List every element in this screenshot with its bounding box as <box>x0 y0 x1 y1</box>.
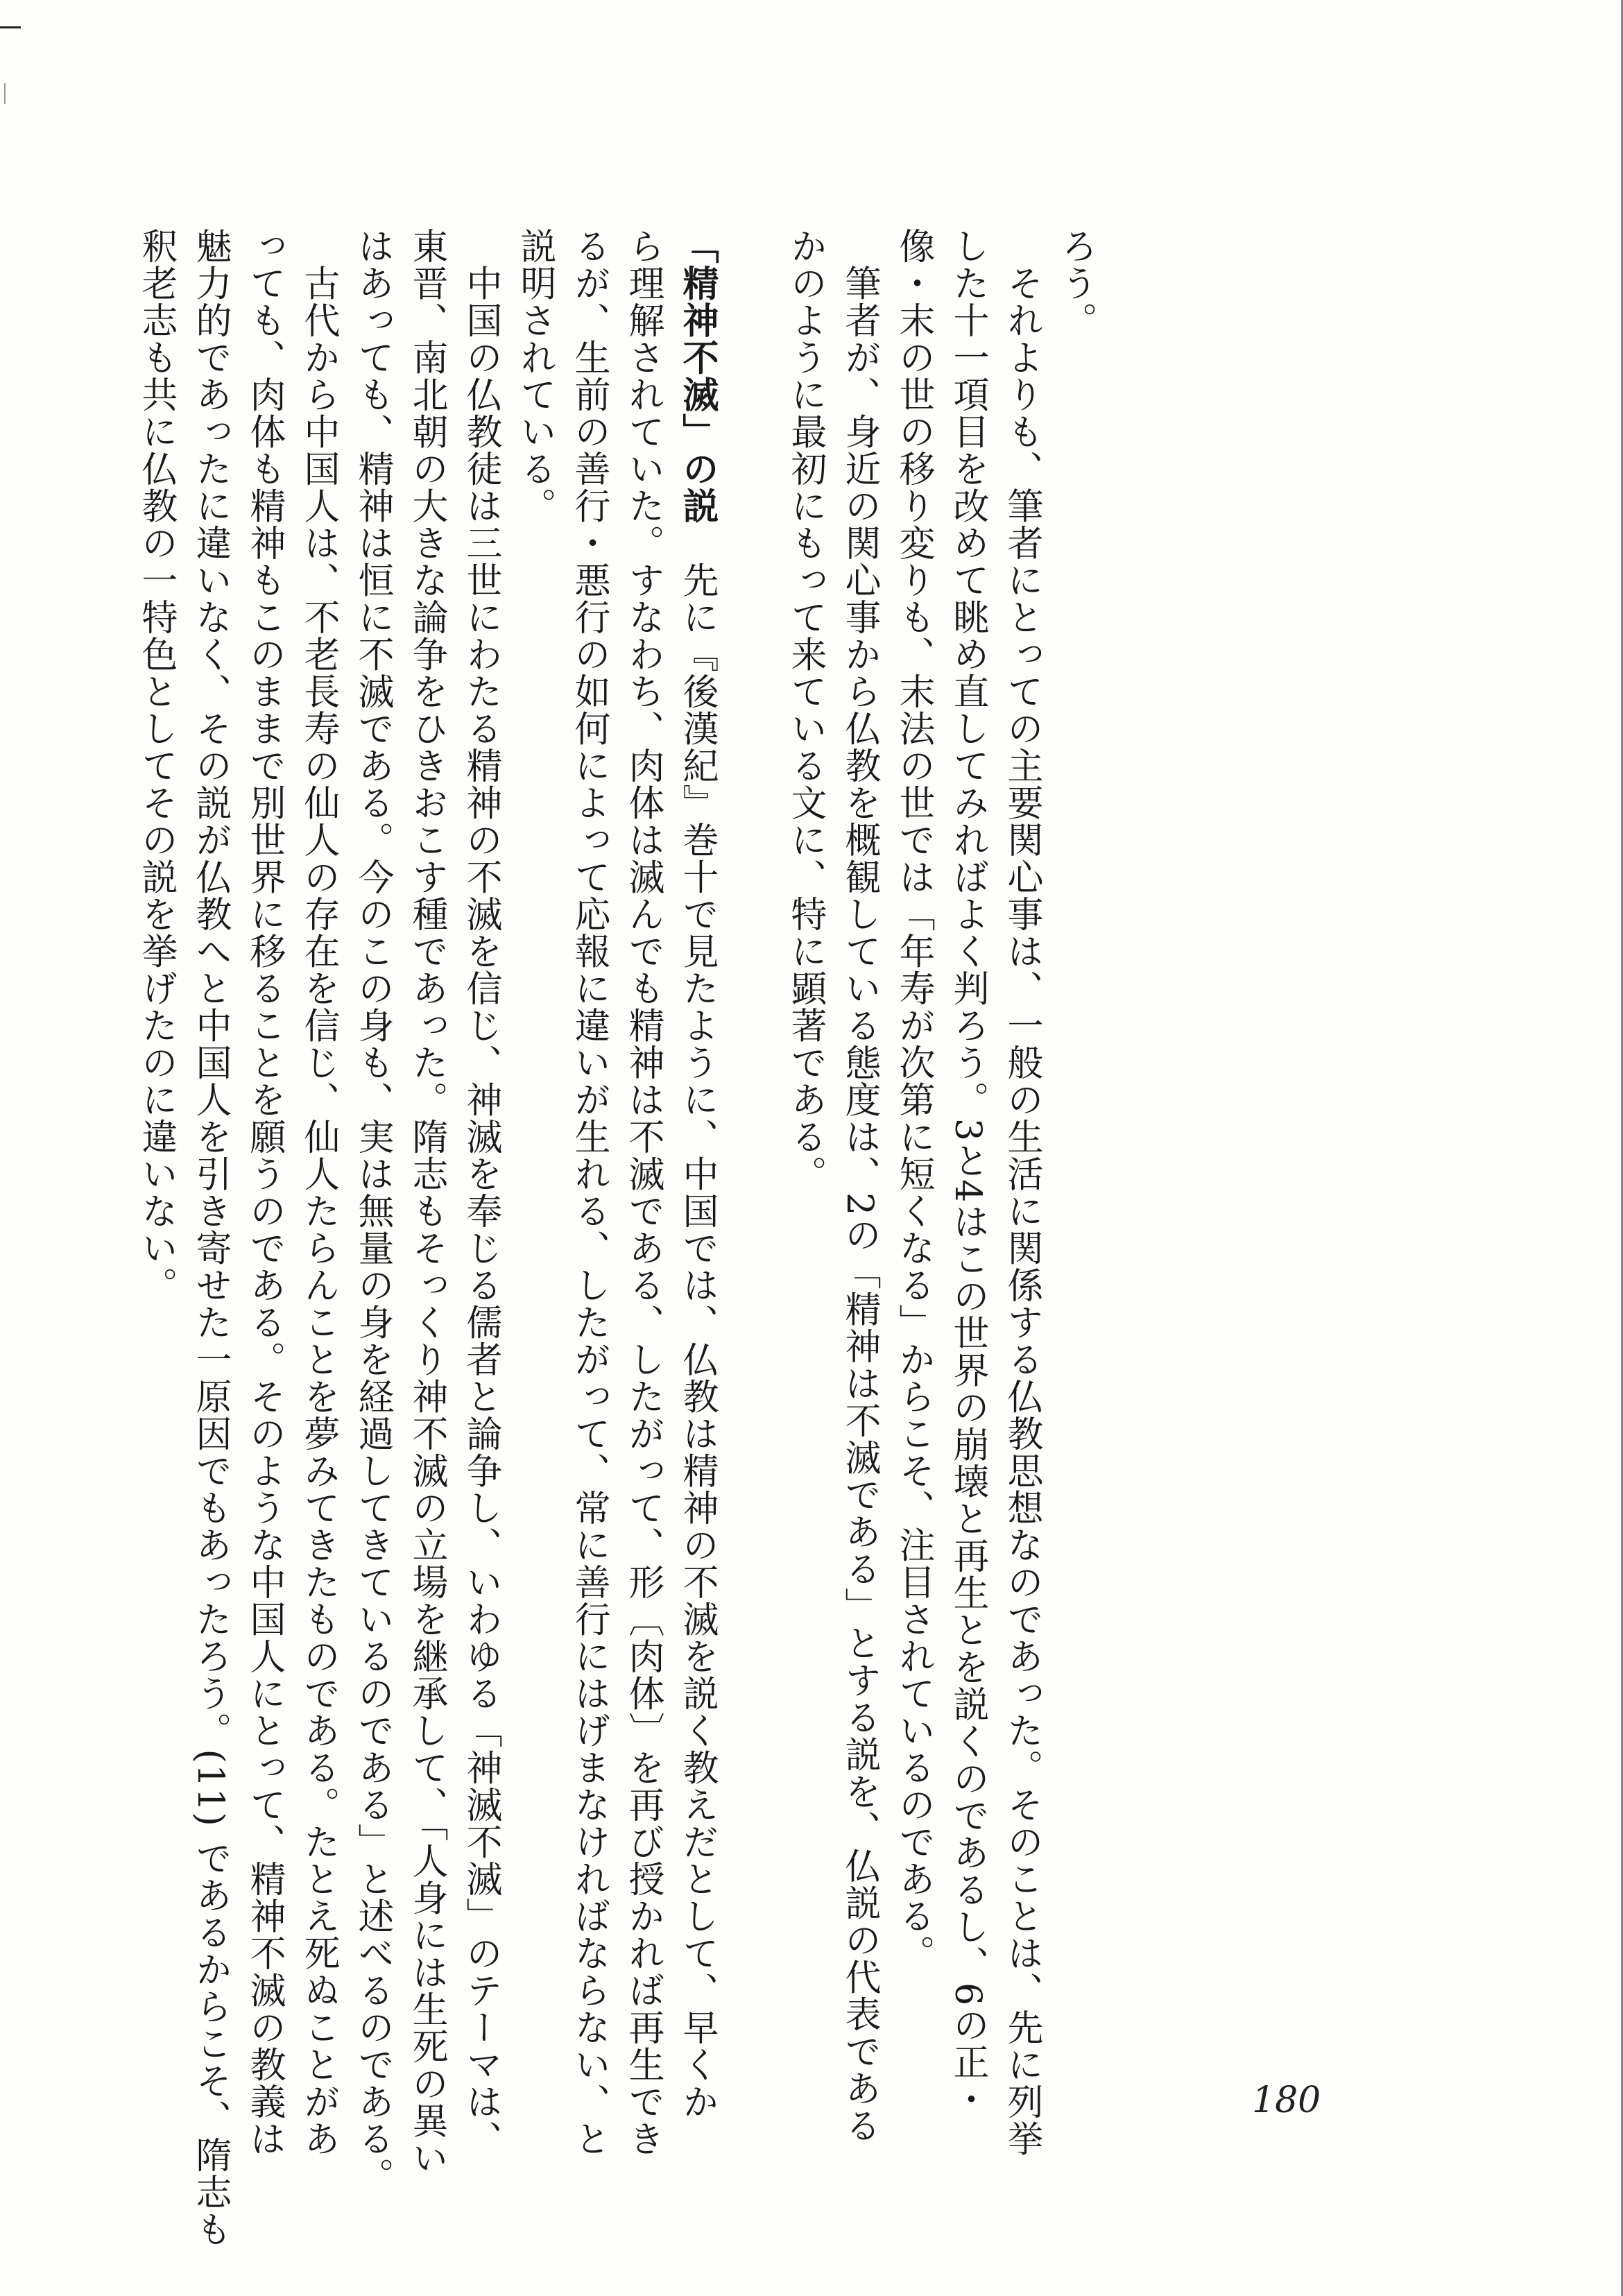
section-gap <box>724 228 778 1428</box>
text-line: はあっても、精神は恒に不滅である。今のこの身も、実は無量の身を経過してきているのである」と述べるのである。 <box>352 228 393 2195</box>
section-first-line <box>670 228 724 2121</box>
text-line: ろう。 <box>1055 228 1097 339</box>
text-line: 像・末の世の移り変りも、末法の世では「年寿が次第に短くなる」からこそ、注目されているのである。 <box>893 228 934 1972</box>
text-line: 筆者が、身近の関心事から仏教を概観している態度は、2の「精神は不滅である」とする説を、仏説の代表である <box>839 228 880 2145</box>
text-line: 魅力的であったに違いなく、その説が仏教へと中国人を引き寄せた一原因でもあったろう。(11) であるからこそ、隋志も <box>189 228 231 2248</box>
text-line: それよりも、筆者にとっての主要関心事は、一般の生活に関係する仏教思想なのであった。そのことは、先に列挙 <box>1001 228 1042 2157</box>
text-line: かのように最初にもって来ている文に、特に顕著である。 <box>784 228 826 1192</box>
section-first-line-text: 先に『後漢紀』巻十で見たように、中国では、仏教は精神の不滅を説く教えだとして、早くか <box>676 524 718 2121</box>
text-line: 釈老志も共に仏教の一特色としてその説を挙げたのに違いない。 <box>135 228 177 1304</box>
section-heading: 「精神不滅」の説 <box>676 228 718 524</box>
text-line: ら理解されていた。すなわち、肉体は滅んでも精神は不滅である、したがって、形〔肉体〕を再び授かれば再生でき <box>622 228 664 2157</box>
text-line: るが、生前の善行・悪行の如何によって応報に違いが生れる、したがって、常に善行にはげまなければならない、と <box>568 228 610 2157</box>
text-line: 東晋、南北朝の大きな論争をひきおこす種であった。隋志もそっくり神不滅の立場を継承して、「人身には生死の異い <box>406 228 447 2177</box>
text-line: した十一項目を改めて眺め直してみればよく判ろう。3と4はこの世界の崩壊と再生とを説くのであるし、6の正・ <box>947 228 988 2118</box>
vertical-body-text <box>129 228 1103 2248</box>
text-line: っても、肉体も精神もこのままで別世界に移ることを願うのである。そのような中国人にとって、精神不滅の教義は <box>243 228 285 2157</box>
text-line: 説明されている。 <box>514 228 556 524</box>
scan-edge-mark <box>0 26 21 28</box>
scan-edge-tick <box>4 83 6 104</box>
text-line: 中国の仏教徒は三世にわたる精神の不滅を信じ、神滅を奉じる儒者と論争し、いわゆる「神滅不滅」のテーマは、 <box>460 228 501 2157</box>
page-number: 180 <box>1252 2080 1321 2121</box>
text-line: 古代から中国人は、不老長寿の仙人の存在を信じ、仙人たらんことを夢みてきたものである。たとえ死ぬことがあ <box>298 228 339 2157</box>
